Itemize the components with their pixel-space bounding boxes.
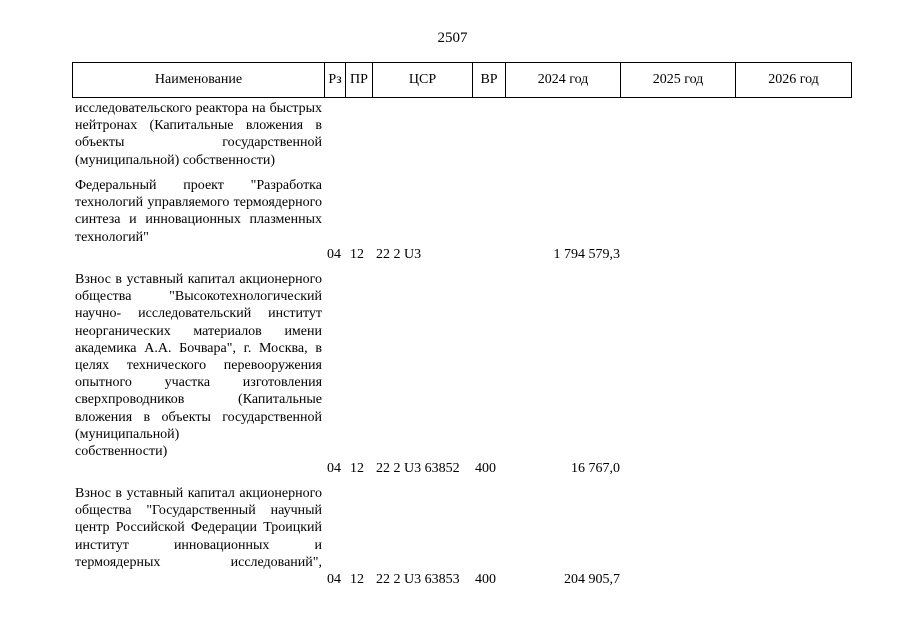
cell-pr: 12 [350, 461, 364, 476]
cell-2024: 204 905,7 [564, 572, 620, 587]
row-name-line: быстрых нейтронах (Капитальные [75, 101, 323, 134]
cell-rz: 04 [327, 572, 341, 587]
column-header-2024: 2024 год [506, 63, 621, 97]
column-header-2025: 2025 год [621, 63, 736, 97]
row-name-line: технологий управляемого [75, 195, 230, 211]
cell-csr: 22 2 U3 [376, 247, 422, 262]
row-name-line: собственности) [75, 444, 168, 460]
cell-vr: 400 [475, 461, 496, 476]
row-name-line: "Высокотехнологический научно- [75, 289, 322, 322]
cell-pr: 12 [350, 247, 364, 262]
row-name-line: Взнос в уставный капитал [75, 486, 235, 501]
cell-2024: 1 794 579,3 [553, 247, 620, 262]
row-name-line: технологий" [75, 229, 149, 245]
row-name-line: термоядерного синтеза и [75, 195, 322, 228]
column-header-2026: 2026 год [768, 72, 819, 87]
row-name [75, 177, 322, 246]
row-name-line: термоядерных исследований", [75, 554, 322, 570]
row-name-line: вложения в объекты государственной [75, 118, 322, 151]
row-name-line: Федеральный проект "Разработка [75, 178, 322, 193]
row-name-line: акционерного общества [75, 272, 322, 305]
row-name [75, 100, 322, 169]
row-name-line: изготовления сверхпроводников [75, 375, 323, 408]
column-header-pr: ПР [346, 63, 373, 97]
row-name-line: (муниципальной) собственности) [75, 152, 276, 168]
row-name-line: (Капитальные вложения в объекты [75, 392, 322, 425]
cell-rz: 04 [327, 461, 341, 476]
cell-vr: 400 [475, 572, 496, 587]
row-name-line: государственной (муниципальной) [75, 409, 323, 442]
row-name [75, 485, 322, 571]
row-name-line: институт инновационных и [75, 537, 322, 553]
row-name-line: "Государственный научный центр [75, 503, 323, 536]
table-header [72, 62, 852, 98]
row-name-line: акционерного общества [75, 486, 322, 519]
cell-csr: 22 2 U3 63853 [376, 572, 460, 587]
cell-rz: 04 [327, 247, 341, 262]
column-header-name: Наименование [73, 63, 325, 97]
row-name-line: неорганических материалов имени [75, 323, 322, 339]
row-name [75, 271, 322, 460]
row-name-line: исследовательский институт [138, 306, 323, 322]
row-name-line: в целях технического [75, 340, 322, 374]
row-name-line: перевооружения опытного участка [75, 358, 322, 391]
page-number: 2507 [437, 30, 468, 46]
row-name-line: Российской Федерации Троицкий [115, 520, 323, 536]
row-name-line: академика А.А. Бочвара", г. Москва, [75, 340, 308, 356]
column-header-vr: ВР [473, 63, 506, 97]
cell-pr: 12 [350, 572, 364, 587]
row-name-line: исследовательского реактора на [75, 101, 266, 116]
row-name-line: инновационных плазменных [145, 212, 323, 228]
cell-2024: 16 767,0 [571, 461, 620, 476]
row-name-line: Взнос в уставный капитал [75, 272, 235, 287]
column-header-rz: Рз [325, 63, 346, 97]
cell-csr: 22 2 U3 63852 [376, 461, 460, 476]
column-header-csr: ЦСР [373, 63, 473, 97]
